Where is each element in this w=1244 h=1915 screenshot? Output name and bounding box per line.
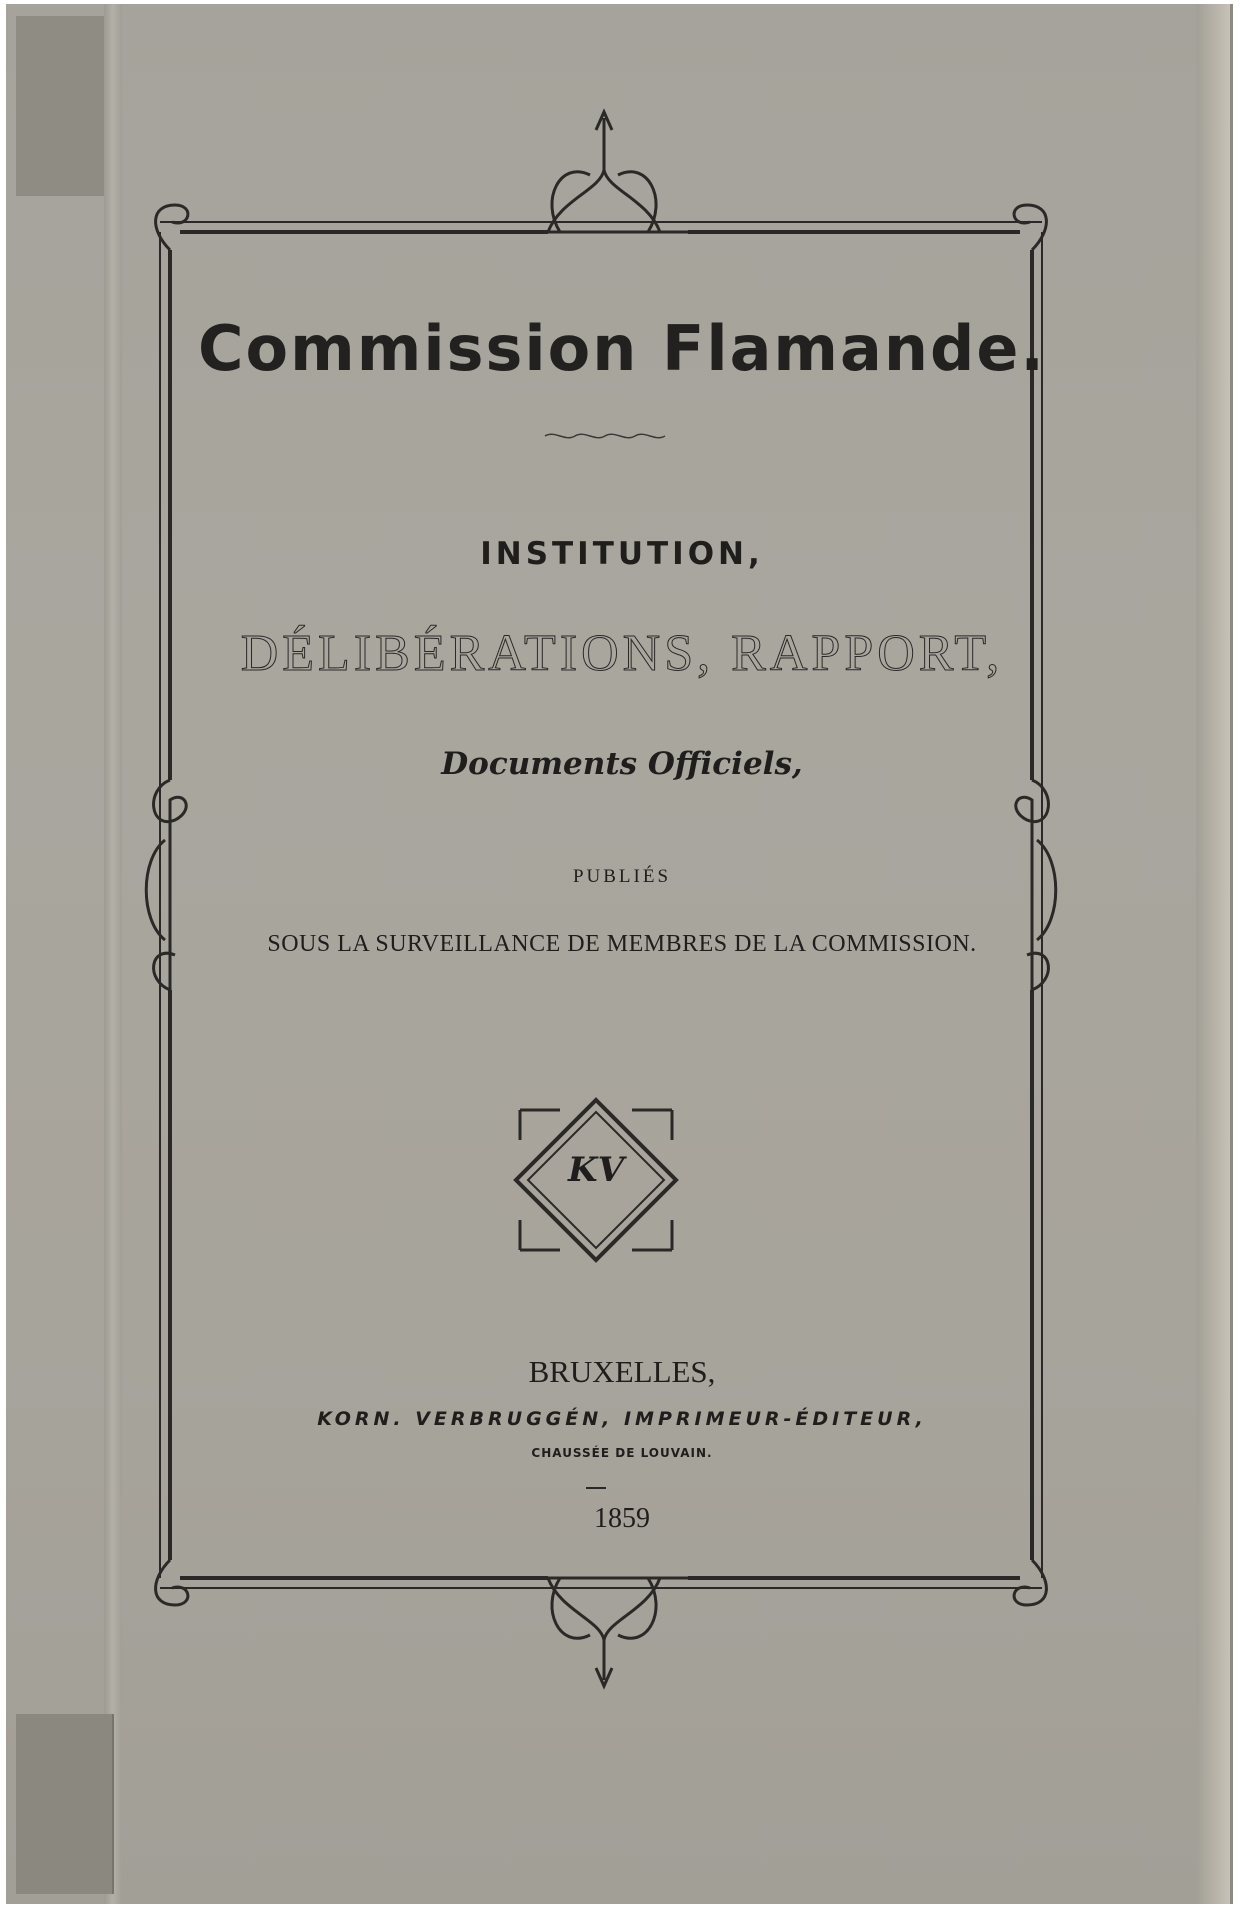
imprint-address: CHAUSSÉE DE LOUVAIN.	[531, 1446, 713, 1460]
imprint-printer: KORN. VERBRUGGÉN, IMPRIMEUR-ÉDITEUR,	[317, 1408, 927, 1430]
imprint-city: BRUXELLES,	[528, 1354, 716, 1389]
line-deliberations: DÉLIBÉRATIONS, RAPPORT,	[240, 625, 1004, 682]
corner-scroll-icon	[156, 205, 1047, 1605]
bottom-ornament-icon	[548, 1578, 688, 1686]
top-ornament-icon	[548, 112, 688, 232]
cover-title: Commission Flamande.	[198, 312, 1046, 385]
imprint-year: 1859	[594, 1503, 650, 1534]
line-institution: INSTITUTION,	[480, 536, 764, 572]
line-surveillance: SOUS LA SURVEILLANCE DE MEMBRES DE LA COMMISSION.	[267, 931, 977, 957]
title-separator	[545, 434, 665, 437]
line-documents: Documents Officiels,	[441, 746, 803, 782]
line-publies: PUBLIÉS	[572, 866, 672, 887]
monogram-icon: KV	[568, 1150, 624, 1190]
